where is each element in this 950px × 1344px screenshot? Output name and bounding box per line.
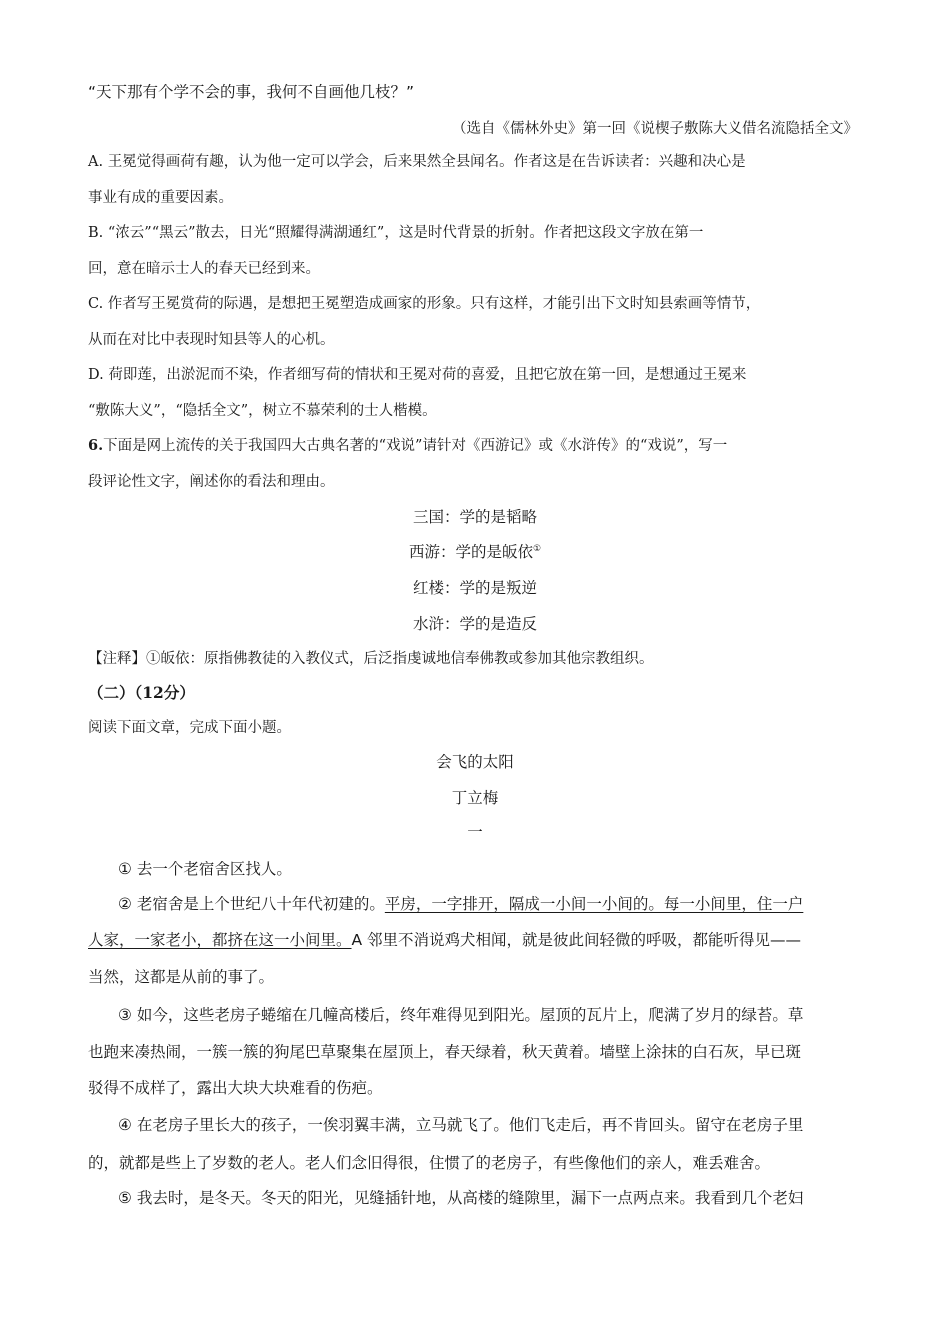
question-6-line2: 段评论性文字，阐述你的看法和理由。 — [88, 474, 335, 490]
paragraph-1: ① 去一个老宿舍区找人。 — [118, 860, 292, 878]
article-author: 丁立梅 — [451, 789, 499, 807]
section-heading: （二）（12分） — [88, 683, 195, 702]
section-instruction: 阅读下面文章，完成下面小题。 — [88, 720, 291, 736]
item-shuihu: 水浒：学的是造反 — [412, 615, 537, 633]
quote-line: “天下那有个学不会的事，我何不自画他几枝？” — [88, 83, 415, 101]
question-6-line1 — [88, 434, 863, 455]
item-sanguo: 三国：学的是韬略 — [412, 508, 537, 526]
article-title: 会飞的太阳 — [436, 753, 514, 771]
paragraph-3-line1: ③ 如今，这些老房子蜷缩在几幢高楼后，终年难得见到阳光。屋顶的瓦片上，爬满了岁月的绿苔。草 — [118, 1006, 804, 1024]
source-citation: （选自《儒林外史》第一回《说楔子敷陈大义借名流隐括全文》 — [452, 121, 858, 137]
underlined-sentence-part2: 人家，一家老小，都挤在这一小间里。 — [88, 931, 352, 949]
option-b-line2: 回，意在暗示士人的春天已经到来。 — [88, 261, 320, 277]
option-b-line1: B. “浓云”“黑云”散去，日光“照耀得满湖通红”，这是时代背景的折射。作者把这段文字放在第一 — [88, 225, 704, 241]
paragraph-2-line1 — [118, 892, 863, 914]
question-number: 6. — [88, 437, 104, 454]
option-c-line2: 从而在对比中表现时知县等人的心机。 — [88, 332, 335, 348]
option-a-line1: A. 王冕觉得画荷有趣，认为他一定可以学会，后来果然全县闻名。作者这是在告诉读者：兴趣和决心是 — [88, 154, 746, 170]
paragraph-2-opening: ② 老宿舍是上个世纪八十年代初建的。 — [118, 895, 385, 913]
paragraph-3-line3: 驳得不成样了，露出大块大块难看的伤疤。 — [88, 1079, 383, 1097]
item-xiyou-text: 西游：学的是皈依 — [408, 543, 533, 561]
article-part-number: 一 — [467, 823, 483, 841]
question-6-text: 下面是网上流传的关于我国四大古典名著的“戏说”请针对《西游记》或《水浒传》的“戏说”，写一 — [103, 438, 728, 454]
paragraph-5-line1: ⑤ 我去时，是冬天。冬天的阳光，见缝插针地，从高楼的缝隙里，漏下一点两点来。我看到几个老妇 — [118, 1189, 804, 1207]
option-d-line2: “敷陈大义”，“隐括全文”，树立不慕荣利的士人楷模。 — [88, 403, 437, 419]
paragraph-2-line2 — [88, 928, 863, 950]
paragraph-2-line3: 当然，这都是从前的事了。 — [88, 968, 275, 986]
footnote-mark: ① — [532, 543, 542, 554]
option-d-line1: D. 荷即莲，出淤泥而不染，作者细写荷的情状和王冕对荷的喜爱，且把它放在第一回，是想通过王冕来 — [88, 367, 747, 383]
paragraph-3-line2: 也跑来凑热闹，一簇一簇的狗尾巴草聚集在屋顶上，春天绿着，秋天黄着。墙壁上涂抹的白石灰，早已斑 — [88, 1043, 802, 1061]
underlined-sentence-part1: 平房，一字排开，隔成一小间一小间的。每一小间里，住一户 — [384, 895, 804, 913]
paragraph-4-line1: ④ 在老房子里长大的孩子，一俟羽翼丰满，立马就飞了。他们飞走后，再不肯回头。留守在老房子里 — [118, 1116, 804, 1134]
paragraph-2-continuation: A 邻里不消说鸡犬相闻，就是彼此间轻微的呼吸，都能听得见—— — [351, 931, 802, 949]
paragraph-4-line2: 的，就都是些上了岁数的老人。老人们念旧得很，住惯了的老房子，有些像他们的亲人，难丢难舍。 — [88, 1154, 771, 1172]
option-a-line2: 事业有成的重要因素。 — [88, 190, 233, 206]
item-honglou: 红楼：学的是叛逆 — [412, 579, 537, 597]
option-c-line1: C. 作者写王冕赏荷的际遇，是想把王冕塑造成画家的形象。只有这样，才能引出下文时知县索画等情节， — [88, 296, 761, 312]
item-xiyou — [0, 540, 950, 562]
footnote: 【注释】①皈依：原指佛教徒的入教仪式，后泛指虔诚地信奉佛教或参加其他宗教组织。 — [88, 651, 654, 667]
